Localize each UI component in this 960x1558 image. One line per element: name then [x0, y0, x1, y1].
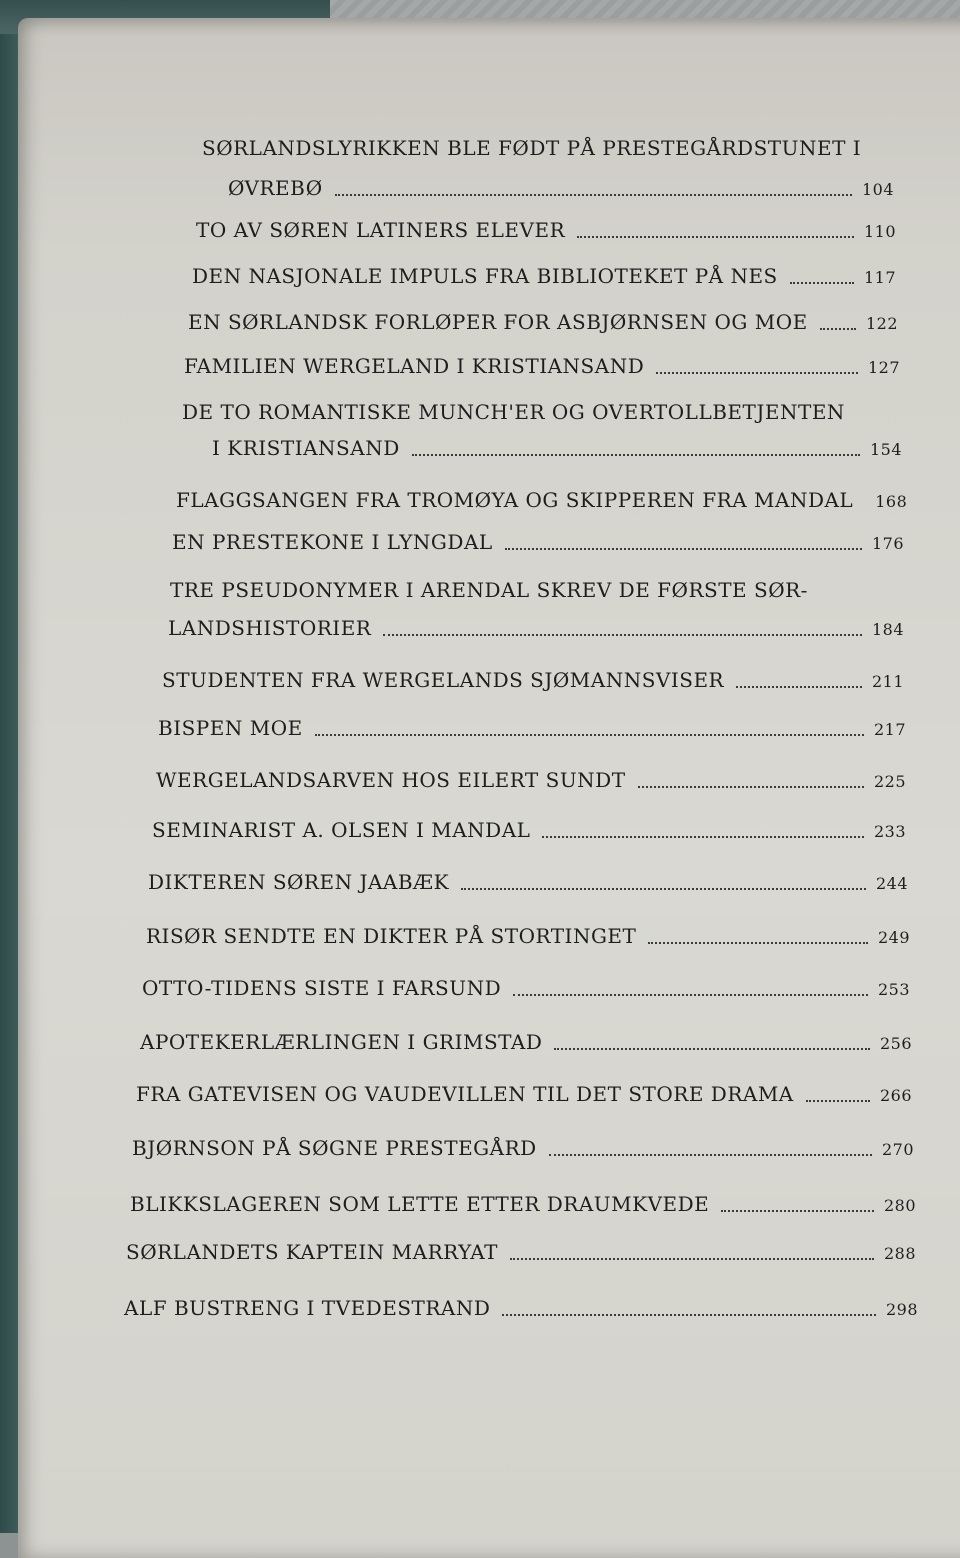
- toc-page-number: 104: [862, 180, 895, 199]
- toc-entry-line1: TRE PSEUDONYMER I ARENDAL SKREV DE FØRSTE SØR-: [170, 578, 808, 602]
- dot-leader: [335, 190, 852, 196]
- toc-entry-title: FLAGGSANGEN FRA TROMØYA OG SKIPPEREN FRA MANDAL: [176, 488, 854, 512]
- toc-entry-title: EN SØRLANDSK FORLØPER FOR ASBJØRNSEN OG MOE: [188, 310, 808, 334]
- toc-entry-title: DIKTEREN SØREN JAABÆK: [148, 870, 450, 894]
- toc-entry[interactable]: [196, 218, 900, 242]
- toc-entry[interactable]: [132, 1136, 918, 1160]
- toc-entry[interactable]: [176, 488, 906, 512]
- toc-page-number: 249: [878, 928, 911, 947]
- toc-page-number: 253: [878, 980, 911, 999]
- toc-entry-title: FAMILIEN WERGELAND I KRISTIANSAND: [184, 354, 645, 378]
- toc-page-number: 122: [866, 314, 899, 333]
- toc-entry-title: OTTO-TIDENS SISTE I FARSUND: [142, 976, 502, 1000]
- toc-page-number: 127: [868, 358, 901, 377]
- toc-entry-title: SØRLANDETS KAPTEIN MARRYAT: [126, 1240, 498, 1264]
- toc-entry[interactable]: [126, 1240, 920, 1264]
- dot-leader: [820, 324, 856, 330]
- dot-leader: [510, 1254, 874, 1260]
- toc-page-number: 244: [876, 874, 909, 893]
- toc-page-number: 184: [872, 620, 905, 639]
- dot-leader: [513, 990, 868, 996]
- dot-leader: [315, 730, 864, 736]
- toc-page-number: 266: [880, 1086, 913, 1105]
- toc-entry-title: BJØRNSON PÅ SØGNE PRESTEGÅRD: [132, 1136, 537, 1160]
- toc-entry-title: RISØR SENDTE EN DIKTER PÅ STORTINGET: [146, 924, 637, 948]
- toc-entry-line1: DE TO ROMANTISKE MUNCH'ER OG OVERTOLLBETJENTEN: [182, 400, 845, 424]
- dot-leader: [638, 782, 864, 788]
- dot-leader: [542, 832, 864, 838]
- toc-entry[interactable]: [146, 924, 914, 948]
- toc-page-number: 233: [874, 822, 907, 841]
- toc-entry-title: ØVREBØ: [228, 176, 323, 200]
- toc-page-number: 154: [870, 440, 903, 459]
- toc-entry[interactable]: [168, 616, 908, 640]
- toc-entry[interactable]: [148, 870, 912, 894]
- dot-leader: [736, 682, 862, 688]
- dot-leader: [721, 1206, 874, 1212]
- dot-leader: [383, 630, 862, 636]
- toc-entry[interactable]: [158, 716, 910, 740]
- dot-leader: [790, 278, 854, 284]
- toc-page-number: 168: [875, 492, 908, 511]
- dot-leader: [554, 1044, 870, 1050]
- toc-entry[interactable]: [124, 1296, 922, 1320]
- dot-leader: [412, 450, 860, 456]
- dot-leader: [648, 938, 868, 944]
- dot-leader: [549, 1150, 872, 1156]
- dot-leader: [577, 232, 854, 238]
- toc-entry[interactable]: [184, 354, 904, 378]
- toc-entry[interactable]: [136, 1082, 916, 1106]
- dot-leader: [505, 544, 862, 550]
- toc-entry[interactable]: [212, 436, 906, 460]
- dot-leader: [461, 884, 866, 890]
- toc-entry[interactable]: [152, 818, 910, 842]
- toc-page-number: 280: [884, 1196, 917, 1215]
- toc-page-number: 270: [882, 1140, 915, 1159]
- dot-leader: [656, 368, 858, 374]
- toc-entry[interactable]: [140, 1030, 916, 1054]
- toc-entry[interactable]: [188, 310, 902, 334]
- toc-entry[interactable]: [172, 530, 908, 554]
- toc-page-number: 110: [864, 222, 897, 241]
- toc-entry-title: DEN NASJONALE IMPULS FRA BIBLIOTEKET PÅ NES: [192, 264, 778, 288]
- toc-entry-title: I KRISTIANSAND: [212, 436, 400, 460]
- toc-page-number: 211: [872, 672, 905, 691]
- toc-entry-title: APOTEKERLÆRLINGEN I GRIMSTAD: [140, 1030, 543, 1054]
- toc-entry-title: TO AV SØREN LATINERS ELEVER: [196, 218, 566, 242]
- toc-entry[interactable]: [162, 668, 908, 692]
- toc-entry[interactable]: [192, 264, 900, 288]
- toc-entry[interactable]: [142, 976, 914, 1000]
- toc-entry[interactable]: [130, 1192, 920, 1216]
- toc-page-number: 176: [872, 534, 905, 553]
- dot-leader: [502, 1310, 876, 1316]
- toc-entry-title: BLIKKSLAGEREN SOM LETTE ETTER DRAUMKVEDE: [130, 1192, 710, 1216]
- dot-leader: [806, 1096, 870, 1102]
- toc-entry-title: EN PRESTEKONE I LYNGDAL: [172, 530, 493, 554]
- toc-page-number: 225: [874, 772, 907, 791]
- toc-entry-title: LANDSHISTORIER: [168, 616, 372, 640]
- toc-page-number: 288: [884, 1244, 917, 1263]
- toc-entry-title: STUDENTEN FRA WERGELANDS SJØMANNSVISER: [162, 668, 725, 692]
- toc-entry[interactable]: [156, 768, 910, 792]
- toc-page-number: 117: [864, 268, 897, 287]
- toc-entry-title: ALF BUSTRENG I TVEDESTRAND: [124, 1296, 491, 1320]
- toc-entry-title: WERGELANDSARVEN HOS EILERT SUNDT: [156, 768, 626, 792]
- toc-page-number: 298: [886, 1300, 919, 1319]
- toc-page-number: 256: [880, 1034, 913, 1053]
- toc-entry-title: FRA GATEVISEN OG VAUDEVILLEN TIL DET STORE DRAMA: [136, 1082, 794, 1106]
- toc-entry[interactable]: [228, 176, 898, 200]
- toc-entry-title: BISPEN MOE: [158, 716, 303, 740]
- toc-entry-line1: SØRLANDSLYRIKKEN BLE FØDT PÅ PRESTEGÅRDSTUNET I: [202, 136, 862, 160]
- toc-entry-title: SEMINARIST A. OLSEN I MANDAL: [152, 818, 531, 842]
- toc-page-number: 217: [874, 720, 907, 739]
